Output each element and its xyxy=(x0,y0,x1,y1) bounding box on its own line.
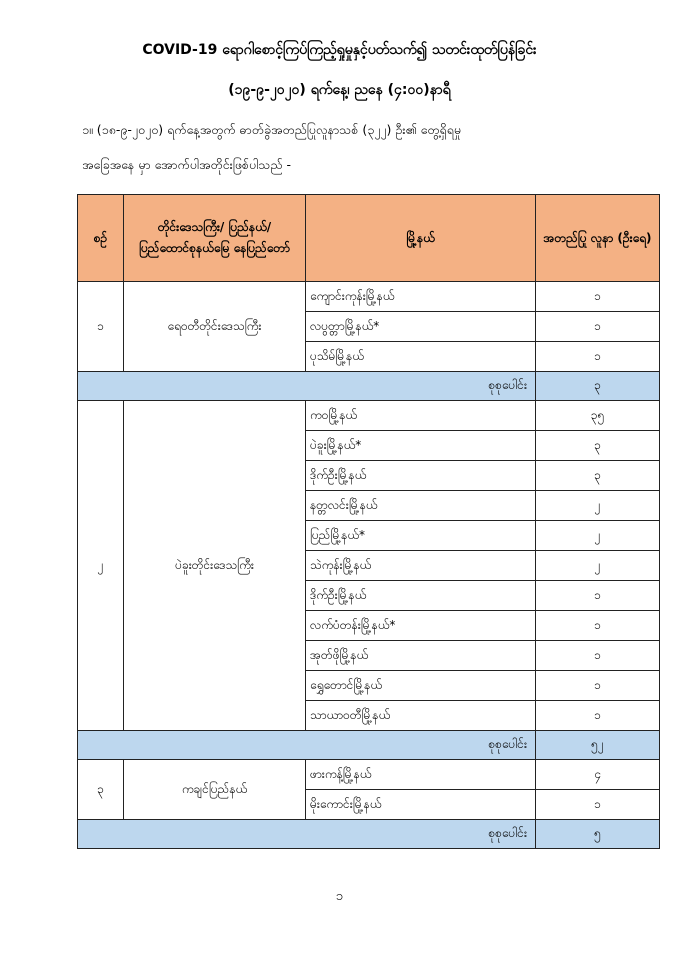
township-cell: လပွတ္တာမြို့နယ်* xyxy=(306,312,536,342)
count-cell: ၃ xyxy=(536,461,660,491)
count-cell: ၁ xyxy=(536,701,660,731)
paragraph-line-2: အခြေအနေ မှာ အောက်ပါအတိုင်းဖြစ်ပါသည် - xyxy=(82,157,291,172)
paragraph-line-1: ၁။ (၁၈-၉-၂၀၂၀) ရက်နေ့အတွက် ဓာတ်ခွဲအတည်ပြုလူနာသစ် (၃၂၂) ဦး၏ တွေ့ရှိရမှု xyxy=(82,122,462,137)
subtotal-label: စုစုပေါင်း xyxy=(78,731,536,760)
header-no: စဉ် xyxy=(78,195,124,282)
header-count: အတည်ပြု လူနာ (ဦးရေ) xyxy=(536,195,660,282)
count-cell: ၁ xyxy=(536,641,660,671)
page-number: ၁ xyxy=(335,889,344,904)
township-cell: ကျောင်းကုန်းမြို့နယ် xyxy=(306,282,536,312)
table-row xyxy=(78,401,660,431)
count-cell: ၁ xyxy=(536,282,660,312)
group-no: ၃ xyxy=(78,760,124,820)
township-cell: ဖားကန့်မြို့နယ် xyxy=(306,760,536,790)
count-cell: ၂ xyxy=(536,551,660,581)
township-cell: မိုးကောင်းမြို့နယ် xyxy=(306,790,536,820)
township-cell: ပုသိမ်မြို့နယ် xyxy=(306,342,536,372)
count-cell: ၄ xyxy=(536,760,660,790)
count-cell: ၁ xyxy=(536,342,660,372)
title-line-1: COVID-19 ရောဂါစောင့်ကြပ်ကြည့်ရှုမှုနှင့်ပတ်သက်၍ သတင်းထုတ်ပြန်ခြင်း xyxy=(142,42,537,58)
township-cell: ပြည်မြို့နယ်* xyxy=(306,521,536,551)
subtotal-value: ၅ xyxy=(536,820,660,849)
subtotal-value: ၅၂ xyxy=(536,731,660,760)
subtotal-value: ၃ xyxy=(536,372,660,401)
group-region: ရေဝတီတိုင်းဒေသကြီး xyxy=(124,282,306,372)
table-header-row xyxy=(78,195,660,282)
count-cell: ၃ xyxy=(536,431,660,461)
subtotal-label: စုစုပေါင်း xyxy=(78,372,536,401)
cases-table xyxy=(77,194,660,849)
count-cell: ၁ xyxy=(536,671,660,701)
title-line-2: (၁၉-၉-၂၀၂၀) ရက်နေ့၊ ညနေ (၄:၀၀)နာရီ xyxy=(228,82,451,98)
township-cell: ရွှေတောင်မြို့နယ် xyxy=(306,671,536,701)
subtotal-label: စုစုပေါင်း xyxy=(78,820,536,849)
group-region: ကချင်ပြည်နယ် xyxy=(124,760,306,820)
township-cell: သာယာဝတီမြို့နယ် xyxy=(306,701,536,731)
group-no: ၂ xyxy=(78,401,124,731)
township-cell: သဲကုန်းမြို့နယ် xyxy=(306,551,536,581)
township-cell: ဒိုက်ဦးမြို့နယ် xyxy=(306,581,536,611)
count-cell: ၂ xyxy=(536,491,660,521)
subtotal-row xyxy=(78,731,660,760)
count-cell: ၁ xyxy=(536,790,660,820)
township-cell: အုတ်ဖိုမြို့နယ် xyxy=(306,641,536,671)
count-cell: ၁ xyxy=(536,312,660,342)
count-cell: ၁ xyxy=(536,581,660,611)
township-cell: နတ္တလင်းမြို့နယ် xyxy=(306,491,536,521)
count-cell: ၁ xyxy=(536,611,660,641)
subtotal-row xyxy=(78,820,660,849)
table-row xyxy=(78,282,660,312)
count-cell: ၂ xyxy=(536,521,660,551)
header-township: မြို့နယ် xyxy=(306,195,536,282)
township-cell: ကဝမြို့နယ် xyxy=(306,401,536,431)
table-row xyxy=(78,760,660,790)
header-region: တိုင်းဒေသကြီး/ ပြည်နယ်/ ပြည်ထောင်စုနယ်မြေ နေပြည်တော် xyxy=(124,195,306,282)
township-cell: လက်ပံတန်းမြို့နယ်* xyxy=(306,611,536,641)
township-cell: ပဲခူးမြို့နယ်* xyxy=(306,431,536,461)
group-region: ပဲခူးတိုင်းဒေသကြီး xyxy=(124,401,306,731)
township-cell: ဒိုက်ဦးမြို့နယ် xyxy=(306,461,536,491)
group-no: ၁ xyxy=(78,282,124,372)
count-cell: ၃၅ xyxy=(536,401,660,431)
subtotal-row xyxy=(78,372,660,401)
